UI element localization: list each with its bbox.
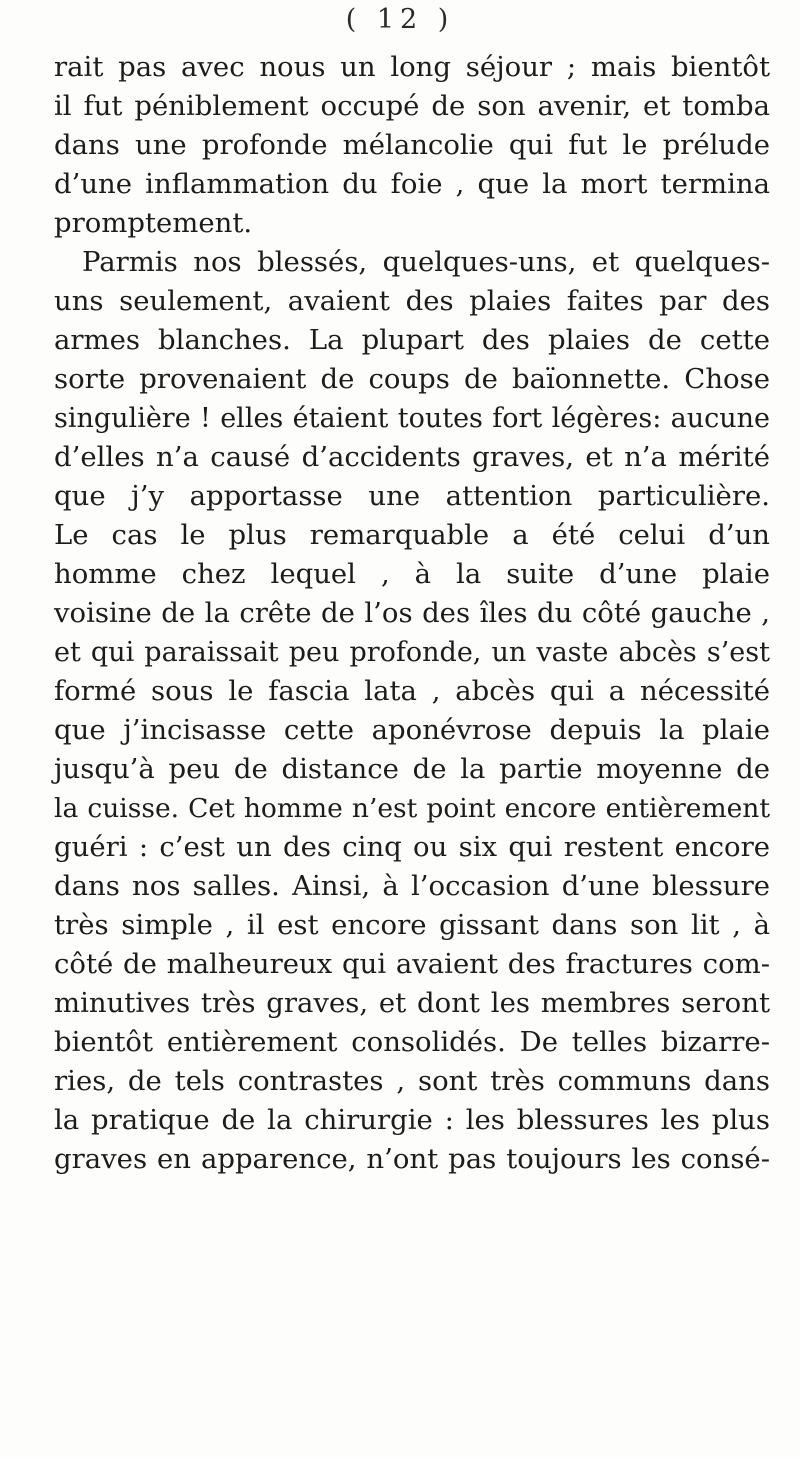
text-line: que j’incisasse cette aponévrose depuis la plaie — [54, 714, 770, 746]
text-line: promptement. — [54, 207, 253, 239]
text-line: Parmis nos blessés, quelques-uns, et quelques- — [82, 246, 770, 278]
text-line: voisine de la crête de l’os des îles du côté gauche , — [54, 597, 770, 629]
text-line: côté de malheureux qui avaient des fractures com- — [54, 948, 770, 980]
text-line: et qui paraissait peu profonde, un vaste abcès s’est — [54, 637, 770, 668]
text-line: sorte provenaient de coups de baïonnette. Chose — [54, 363, 770, 395]
text-line: minutives très graves, et dont les membres seront — [54, 987, 770, 1019]
text-line: la cuisse. Cet homme n’est point encore entièrement — [54, 793, 770, 824]
text-line: la pratique de la chirurgie : les blessures les plus — [54, 1104, 770, 1136]
text-line: jusqu’à peu de distance de la partie moyenne de — [54, 753, 770, 785]
text-line: que j’y apportasse une attention particulière. — [54, 480, 770, 512]
text-line: bientôt entièrement consolidés. De telles bizarre- — [54, 1026, 770, 1058]
text-line: il fut péniblement occupé de son avenir, et tomba — [54, 90, 770, 122]
text-line: formé sous le fascia lata , abcès qui a nécessité — [54, 675, 770, 707]
text-line: très simple , il est encore gissant dans son lit , à — [54, 909, 770, 941]
text-line: Le cas le plus remarquable a été celui d’un — [54, 519, 770, 551]
text-line: ries, de tels contrastes , sont très communs dans — [54, 1065, 770, 1097]
text-line: homme chez lequel , à la suite d’une plaie — [54, 558, 770, 590]
text-line: d’une inflammation du foie , que la mort termina — [54, 168, 770, 200]
text-line: guéri : c’est un des cinq ou six qui restent encore — [54, 831, 770, 863]
body-text — [54, 48, 770, 1179]
text-line: dans nos salles. Ainsi, à l’occasion d’une blessure — [54, 870, 770, 902]
text-line: dans une profonde mélancolie qui fut le prélude — [54, 129, 770, 161]
text-line: uns seulement, avaient des plaies faites par des — [54, 285, 770, 317]
text-line: d’elles n’a causé d’accidents graves, et n’a mérité — [54, 441, 770, 473]
page-number: ( 12 ) — [345, 4, 455, 35]
text-line: graves en apparence, n’ont pas toujours les consé- — [54, 1143, 770, 1175]
text-line: armes blanches. La plupart des plaies de cette — [54, 324, 770, 356]
text-line: rait pas avec nous un long séjour ; mais bientôt — [54, 51, 770, 83]
text-line: singulière ! elles étaient toutes fort légères: aucune — [54, 403, 770, 434]
